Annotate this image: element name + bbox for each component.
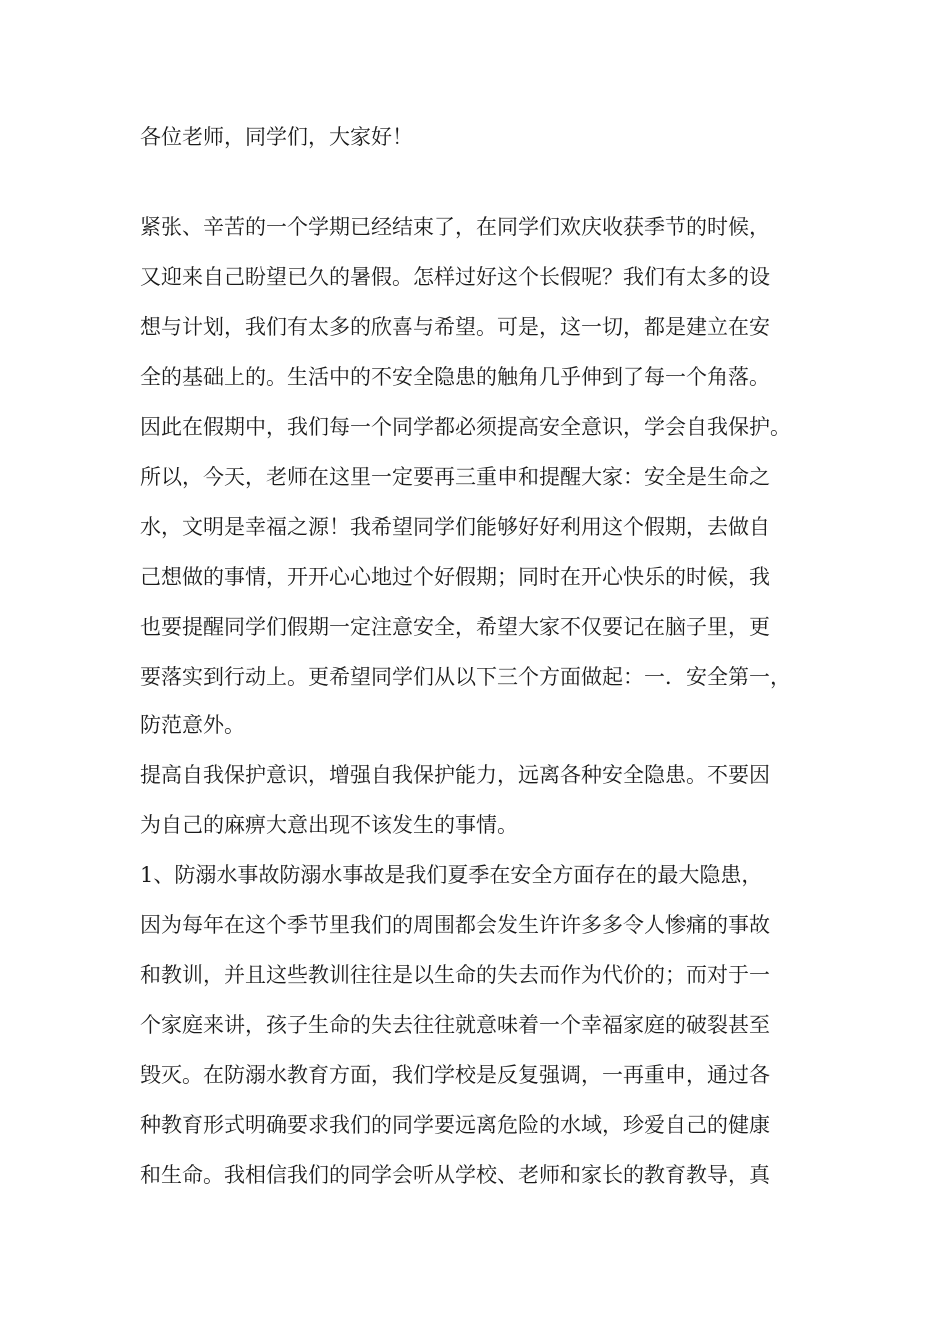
paragraph-1-line-2: 又迎来自己盼望已久的暑假。怎样过好这个长假呢？我们有太多的设 bbox=[140, 265, 770, 289]
paragraph-3-line-3: 和教训，并且这些教训往往是以生命的失去而作为代价的；而对于一 bbox=[140, 963, 770, 987]
paragraph-1-line-8: 己想做的事情，开开心心地过个好假期；同时在开心快乐的时候，我 bbox=[140, 565, 770, 589]
paragraph-3-line-2: 因为每年在这个季节里我们的周围都会发生许许多多令人惨痛的事故 bbox=[140, 913, 770, 937]
paragraph-1-line-10: 要落实到行动上。更希望同学们从以下三个方面做起：一．安全第一， bbox=[140, 665, 791, 689]
paragraph-3-line-4: 个家庭来讲，孩子生命的失去往往就意味着一个幸福家庭的破裂甚至 bbox=[140, 1013, 770, 1037]
paragraph-1-line-4: 全的基础上的。生活中的不安全隐患的触角几乎伸到了每一个角落。 bbox=[140, 365, 770, 389]
paragraph-1-line-6: 所以，今天，老师在这里一定要再三重申和提醒大家：安全是生命之 bbox=[140, 465, 770, 489]
paragraph-1-line-7: 水，文明是幸福之源！我希望同学们能够好好利用这个假期，去做自 bbox=[140, 515, 770, 539]
paragraph-3-line-5: 毁灭。在防溺水教育方面，我们学校是反复强调，一再重申，通过各 bbox=[140, 1063, 770, 1087]
paragraph-2-line-1: 提高自我保护意识，增强自我保护能力，远离各种安全隐患。不要因 bbox=[140, 763, 770, 787]
paragraph-1-line-11: 防范意外。 bbox=[140, 713, 245, 737]
paragraph-3-line-6: 种教育形式明确要求我们的同学要远离危险的水域，珍爱自己的健康 bbox=[140, 1113, 770, 1137]
paragraph-3-line-1: 1、防溺水事故防溺水事故是我们夏季在安全方面存在的最大隐患， bbox=[140, 863, 763, 887]
paragraph-2-line-2: 为自己的麻痹大意出现不该发生的事情。 bbox=[140, 813, 518, 837]
paragraph-1-line-1: 紧张、辛苦的一个学期已经结束了，在同学们欢庆收获季节的时候， bbox=[140, 215, 770, 239]
paragraph-3-line-7: 和生命。我相信我们的同学会听从学校、老师和家长的教育教导，真 bbox=[140, 1163, 770, 1187]
paragraph-1-line-3: 想与计划，我们有太多的欣喜与希望。可是，这一切，都是建立在安 bbox=[140, 315, 770, 339]
greeting-line: 各位老师，同学们，大家好！ bbox=[140, 125, 413, 149]
paragraph-1-line-9: 也要提醒同学们假期一定注意安全，希望大家不仅要记在脑子里，更 bbox=[140, 615, 770, 639]
paragraph-1-line-5: 因此在假期中，我们每一个同学都必须提高安全意识，学会自我保护。 bbox=[140, 415, 791, 439]
